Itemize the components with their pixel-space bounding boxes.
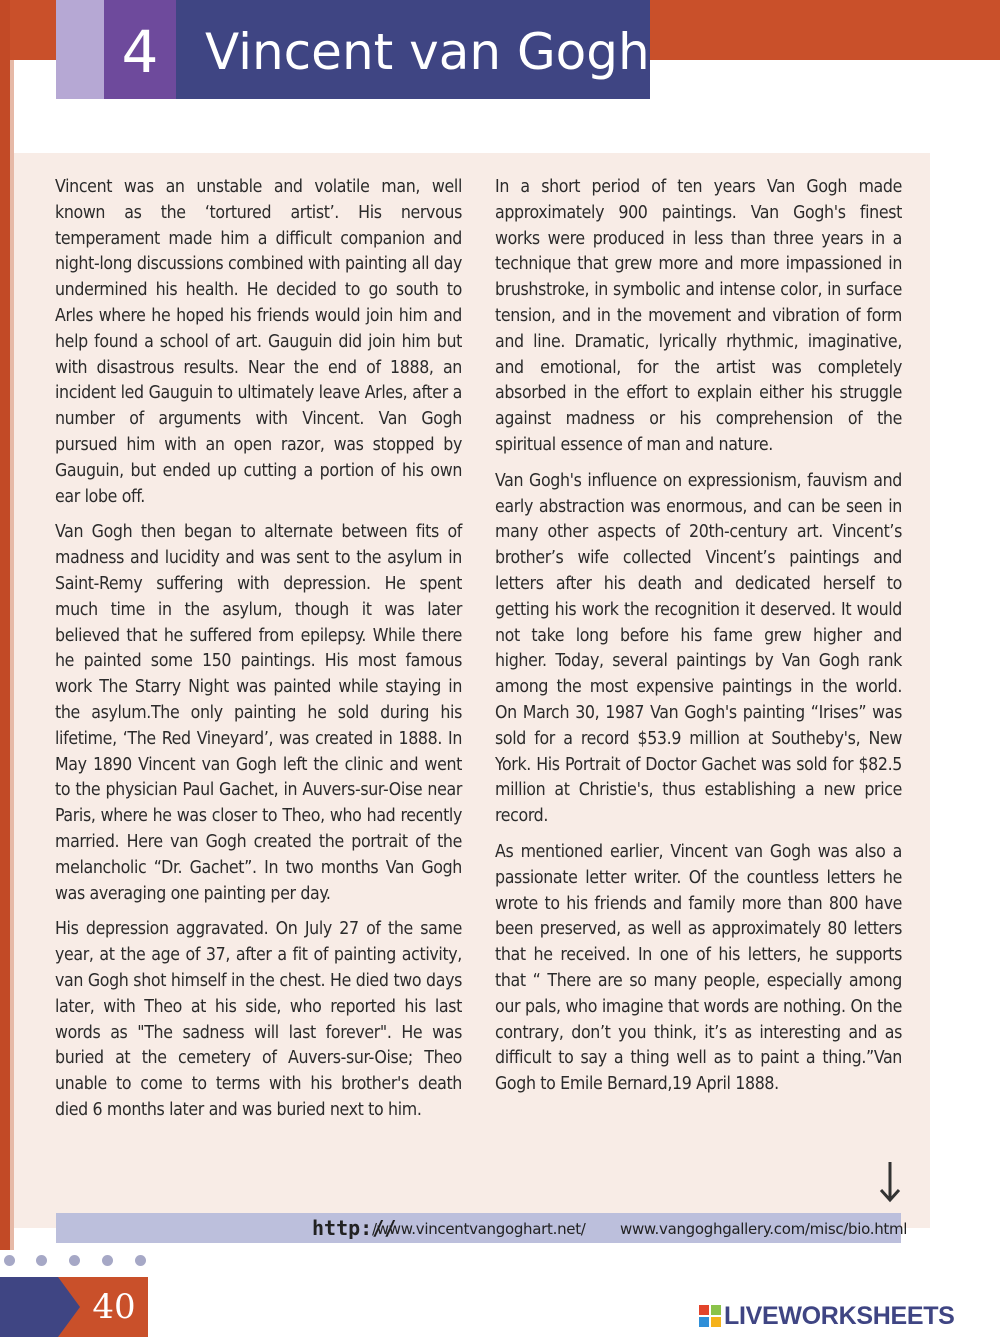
source-link[interactable]: www.vangoghgallery.com/misc/bio.html	[620, 1220, 908, 1238]
paragraph: In a short period of ten years Van Gogh made approximately 900 paintings. Van Gogh's finest works were produced in less than three years in a technique that grew more and more impassioned in brushstroke, in symbolic and intense color, in surface tension, and in the movement and vibration of form and line. Dramatic, lyrically rhythmic, imaginative, and emotional, for the artist was completely absorbed in the effort to explain either his struggle against madness or his comprehension of the spiritual essence of man and nature.	[495, 177, 902, 455]
paragraph: His depression aggravated. On July 27 of the same year, at the age of 37, after a fit of painting activity, van Gogh shot himself in the chest. He died two days later, with Theo at his side, who reported his last words as "The sadness will last forever". He was buried at the cemetery of Auvers-sur-Oise; Theo unable to come to terms with his brother's death died 6 months later and was buried next to him.	[55, 919, 462, 1120]
paragraph: Vincent was an unstable and volatile man, well known as the ‘tortured artist’. His nervous temperament made him a difficult companion and night-long discussions combined with painting all day undermined his health. He decided to go south to Arles where he hoped his friends would join him and help found a school of art. Gauguin did join him but with disastrous results. Near the end of 1888, an incident led Gauguin to ultimately leave Arles, after a number of arguments with Vincent. Van Gogh pursued him with an open razor, was stopped by Gauguin, but ended up cutting a portion of his own ear lobe off.	[55, 177, 462, 507]
dot	[102, 1255, 113, 1266]
chapter-number: 4	[121, 18, 159, 86]
page-number: 40	[92, 1287, 136, 1327]
dot	[135, 1255, 146, 1266]
liveworksheets-logo-icon	[698, 1304, 722, 1328]
page-tab-notch	[58, 1277, 80, 1337]
header-lilac-block	[56, 0, 104, 99]
paragraph: As mentioned earlier, Vincent van Gogh was also a passionate letter writer. Of the countless letters he wrote to his friends and family more than 800 have been preserved, as well as approximately 80 letters that he received. In one of his letters, he supports that “ There are so many people, especially among our pals, who imagine that words are nothing. On the contrary, don’t you think, it’s as interesting and as difficult to say a thing well as to paint a thing.”Van Gogh to Emile Bernard,19 April 1888.	[495, 841, 902, 1095]
brand-name: LIVEWORKSHEETS	[724, 1302, 955, 1330]
url-prefix: http://	[312, 1216, 397, 1240]
left-decorative-bar	[0, 0, 10, 1250]
down-arrow-icon	[876, 1160, 904, 1204]
right-text-column	[495, 175, 902, 1108]
paragraph: Van Gogh's influence on expressionism, fauvism and early abstraction was enormous, and can be seen in many other aspects of 20th-century art. Vincent’s brother’s wife collected Vincent’s paintings and letters after his death and dedicated herself to getting his work the recognition it deserved. It would not take long before his fame grew higher and higher. Today, several paintings by Van Gogh rank among the most expensive paintings in the world. On March 30, 1987 Van Gogh's painting “Irises” was sold for a record $53.9 million at Southeby's, New York. His Portrait of Doctor Gachet was sold for $82.5 million at Christie's, thus establishing a new price record.	[495, 470, 902, 827]
decorative-dots	[0, 1253, 160, 1269]
page-title: Vincent van Gogh	[205, 23, 650, 81]
dot	[69, 1255, 80, 1266]
left-text-column	[55, 175, 462, 1134]
page-tab-left	[0, 1277, 58, 1337]
dot	[36, 1255, 47, 1266]
dot	[4, 1255, 15, 1266]
paragraph: Van Gogh then began to alternate between fits of madness and lucidity and was sent to the asylum in Saint-Remy suffering with depression. He spent much time in the asylum, though it was later believed that he suffered from epilepsy. While there he painted some 150 paintings. His most famous work The Starry Night was painted while staying in the asylum.The only painting he sold during his lifetime, ‘The Red Vineyard’, was created in 1888. In May 1890 Vincent van Gogh left the clinic and went to the physician Paul Gachet, in Auvers-sur-Oise near Paris, where he was closer to Theo, who had recently married. Here van Gogh created the portrait of the melancholic “Dr. Gachet”. In two months Van Gogh was averaging one painting per day.	[55, 522, 462, 904]
source-link[interactable]: /www.vincentvangoghart.net/	[372, 1220, 586, 1238]
